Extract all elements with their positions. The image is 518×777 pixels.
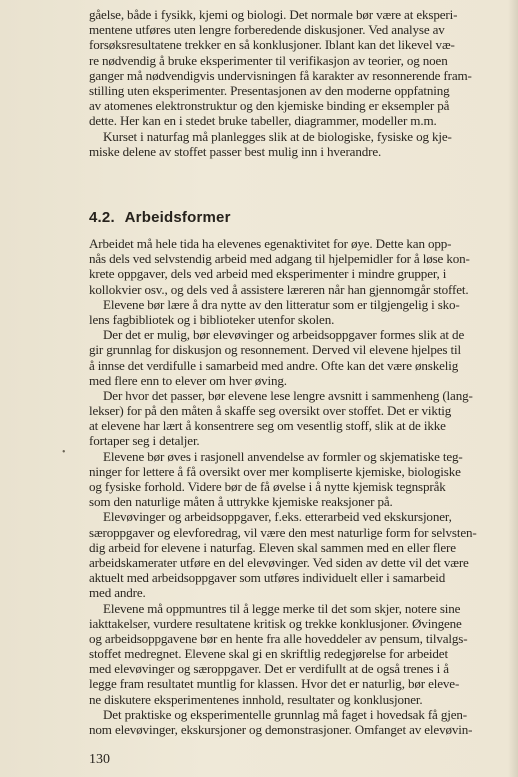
text-line: re nødvendig å bruke eksperimenter til verifikasjon av teorier, og noen bbox=[89, 52, 448, 68]
text-line: mentene utføres uten lengre forberedende diskusjoner. Ved analyse av bbox=[89, 22, 445, 38]
text-line: kollokvier osv., og dels ved å assistere læreren når han gjennomgår stoffet. bbox=[89, 281, 469, 297]
text-line: Elevene bør øves i rasjonell anvendelse av formler og skjematiske teg- bbox=[103, 448, 463, 464]
text-line: av atomenes elektronstruktur og den kjemiske binding er eksempler på bbox=[89, 98, 450, 114]
text-line: med andre. bbox=[89, 585, 146, 601]
text-line: Det praktiske og eksperimentelle grunnlag må faget i hovedsak få gjen- bbox=[103, 706, 467, 722]
text-line: nås dels ved selvstendig arbeid med adgang til hjelpemidler for å løse kon- bbox=[89, 251, 470, 267]
section-number: 4.2. bbox=[89, 209, 115, 226]
text-line: Elevene må oppmuntres til å legge merke til det som skjer, notere sine bbox=[103, 600, 461, 616]
text-line: ganger må nødvendigvis undervisningen få karakter av resonnerende fram- bbox=[89, 67, 472, 83]
text-line: dig arbeid for elevene i naturfag. Eleven skal sammen med en eller flere bbox=[89, 539, 456, 555]
text-line: med flere enn to elever om hver øving. bbox=[89, 372, 287, 388]
section-title: Arbeidsformer bbox=[124, 209, 231, 226]
text-line: krete oppgaver, dels ved arbeid med eksperimenter i mindre grupper, i bbox=[89, 266, 447, 282]
text-line: legge fram resultatet muntlig for klassen. Hvor det er naturlig, bør eleve- bbox=[89, 676, 460, 692]
text-line: Elevøvinger og arbeidsoppgaver, f.eks. etterarbeid ved ekskursjoner, bbox=[103, 509, 452, 525]
text-line: med elevøvinger og særoppgaver. Det er verdifullt at de også trenes i å bbox=[89, 661, 449, 677]
paragraph-block-intro bbox=[89, 7, 499, 159]
text-line: Elevene bør lære å dra nytte av den litteratur som er tilgjengelig i sko- bbox=[103, 296, 460, 312]
text-line: lekser) for på den måten å skaffe seg oversikt over stoffet. Det er viktig bbox=[89, 403, 452, 419]
text-line: nom elevøvinger, ekskursjoner og demonstrasjoner. Omfanget av elevøvin- bbox=[89, 722, 473, 737]
text-line: som den naturlige måten å uttrykke kjemiske reaksjoner på. bbox=[89, 494, 393, 510]
text-line: gåelse, både i fysikk, kjemi og biologi. Det normale bør være at eksperi- bbox=[89, 7, 458, 22]
page-edge-shadow bbox=[508, 0, 518, 777]
text-line: og fysiske forhold. Videre bør de få øvelse i å nytte kjemisk tegnspråk bbox=[89, 479, 446, 494]
text-line: Der det er mulig, bør elevøvinger og arbeidsoppgaver formes slik at de bbox=[103, 327, 465, 343]
margin-dot: • bbox=[62, 447, 66, 458]
text-line: Der hvor det passer, bør elevene lese lengre avsnitt i sammenheng (lang- bbox=[103, 387, 473, 403]
text-line: særoppgaver og elevforedrag, vil være den mest naturlige form for selvsten- bbox=[89, 524, 477, 540]
text-line: iakttakelser, vurdere resultatene kritisk og trekke konklusjoner. Øvingene bbox=[89, 615, 462, 631]
text-line: lens fagbibliotek og i biblioteker utenfor skolen. bbox=[89, 311, 335, 327]
text-line: og arbeidsoppgavene bør en hente fra alle hoveddeler av pensum, tilvalgs- bbox=[89, 630, 468, 646]
text-line: dette. Her kan en i stedet bruke tabeller, diagrammer, modeller m.m. bbox=[89, 113, 437, 129]
text-line: Arbeidet må hele tida ha elevenes egenaktivitet for øye. Dette kan opp- bbox=[89, 236, 452, 251]
text-line: Kurset i naturfag må planlegges slik at de biologiske, fysiske og kje- bbox=[103, 128, 452, 144]
text-line: gir grunnlag for diskusjon og resonnement. Derved vil elevene hjelpes til bbox=[89, 342, 461, 358]
text-line: ninger for lettere å få oversikt over mer kompliserte kjemiske, biologiske bbox=[89, 463, 461, 479]
text-line: arbeidskamerater utføre en del elevøvinger. Ved siden av dette vil det være bbox=[89, 554, 469, 570]
text-line: forsøksresultatene trekker en så konklusjoner. Iblant kan det likevel væ- bbox=[89, 37, 455, 53]
section-heading bbox=[89, 209, 231, 226]
text-line: ne diskutere eksperimentenes innhold, resultater og konklusjoner. bbox=[89, 691, 423, 707]
text-line: miske delene av stoffet passer best mulig inn i hverandre. bbox=[89, 143, 382, 159]
text-line: fortaper seg i detaljer. bbox=[89, 433, 200, 449]
text-line: at elevene har lært å konsentrere seg om vesentlig stoff, slik at de ikke bbox=[89, 418, 446, 434]
text-line: aktuelt med arbeidsoppgaver som utføres individuelt eller i samarbeid bbox=[89, 570, 446, 586]
text-line: stilling uten eksperimenter. Presentasjonen av den moderne oppfatning bbox=[89, 82, 450, 98]
page-number: 130 bbox=[89, 752, 110, 767]
text-line: stoffet medregnet. Elevene skal gi en skriftlig redegjørelse for arbeidet bbox=[89, 646, 448, 662]
text-line: å innse det verdifulle i samarbeid med andre. Ofte kan det være ønskelig bbox=[89, 357, 459, 373]
paragraph-block-arbeidsformer bbox=[89, 236, 499, 737]
